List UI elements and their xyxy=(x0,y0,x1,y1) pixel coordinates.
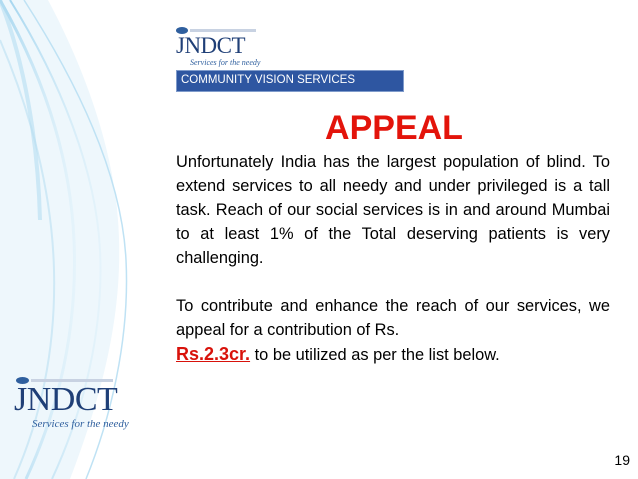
logo-trust-name-line xyxy=(190,29,256,32)
logo-tagline: Services for the needy xyxy=(190,58,261,67)
paragraph-gap xyxy=(176,270,610,294)
page-number: 19 xyxy=(614,452,630,468)
appeal-lead-text: To contribute and enhance the reach of our services, we appeal for a contribution of Rs. xyxy=(176,297,610,339)
slide-body xyxy=(176,150,610,367)
paragraph-appeal xyxy=(176,294,610,367)
section-banner: COMMUNITY VISION SERVICES xyxy=(176,70,404,92)
paragraph-intro: Unfortunately India has the largest population of blind. To extend services to all needy and under privileged is a tall task. Reach of our social services is in and around Mumbai to at least 1% of the Total deserving patients is very challenging. xyxy=(176,153,610,267)
logo-tagline: Services for the needy xyxy=(32,418,129,430)
brand-logo-bottom xyxy=(12,376,129,432)
slide-title: APPEAL xyxy=(325,109,463,147)
contribution-amount: Rs.2.3cr. xyxy=(176,344,251,364)
logo-text: JNDCT xyxy=(14,381,118,418)
appeal-tail-text: to be utilized as per the list below. xyxy=(254,346,500,364)
brand-logo-top xyxy=(176,26,261,68)
logo-text: JNDCT xyxy=(176,33,246,58)
